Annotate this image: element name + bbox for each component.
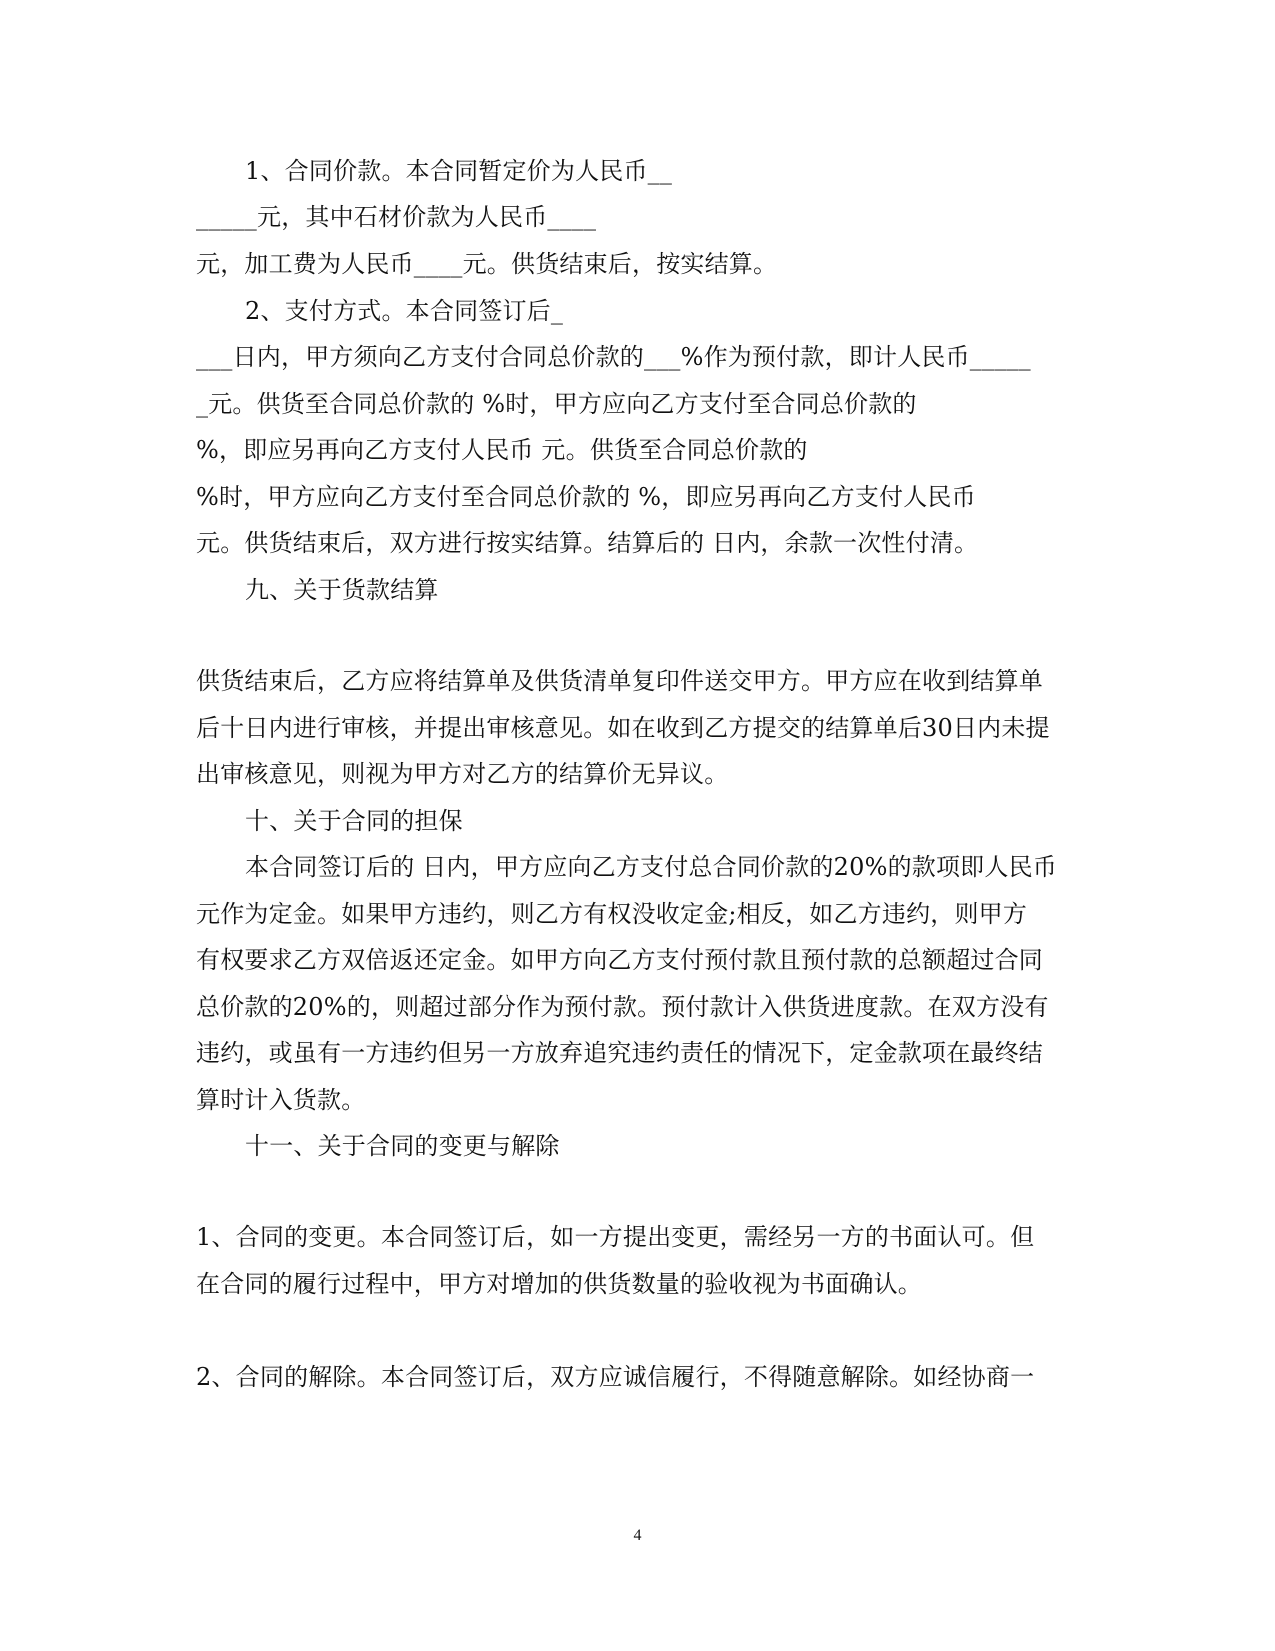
text-line: 供货结束后，乙方应将结算单及供货清单复印件送交甲方。甲方应在收到结算单 (196, 667, 1043, 695)
text-line: 2、合同的解除。本合同签订后，双方应诚信履行，不得随意解除。如经协商一 (196, 1363, 1035, 1391)
text-line: 1、合同的变更。本合同签订后，如一方提出变更，需经另一方的书面认可。但 (196, 1223, 1035, 1251)
section-heading: 十、关于合同的担保 (245, 807, 463, 835)
text-line: _元。供货至合同总价款的 %时，甲方应向乙方支付至合同总价款的 (196, 390, 917, 418)
text-line: 有权要求乙方双倍返还定金。如甲方向乙方支付预付款且预付款的总额超过合同 (196, 946, 1043, 974)
text-line: 元作为定金。如果甲方违约，则乙方有权没收定金;相反，如乙方违约，则甲方 (196, 900, 1028, 928)
text-line: 在合同的履行过程中，甲方对增加的供货数量的验收视为书面确认。 (196, 1270, 922, 1298)
text-line: 总价款的20%的，则超过部分作为预付款。预付款计入供货进度款。在双方没有 (196, 993, 1049, 1021)
text-line: ___日内，甲方须向乙方支付合同总价款的___%作为预付款，即计人民币_____ (196, 343, 1031, 371)
text-line: 后十日内进行审核，并提出审核意见。如在收到乙方提交的结算单后30日内未提 (196, 714, 1050, 742)
text-line: 元，加工费为人民币____元。供货结束后，按实结算。 (196, 250, 778, 278)
text-line: 1、合同价款。本合同暂定价为人民币__ (245, 157, 673, 185)
page-number: 4 (633, 1527, 642, 1544)
text-line: %，即应另再向乙方支付人民币 元。供货至合同总价款的 (196, 436, 808, 464)
text-line: 元。供货结束后，双方进行按实结算。结算后的 日内，余款一次性付清。 (196, 529, 979, 557)
text-line: 2、支付方式。本合同签订后_ (245, 297, 564, 325)
text-line: 算时计入货款。 (196, 1086, 366, 1114)
text-line: 出审核意见，则视为甲方对乙方的结算价无异议。 (196, 760, 729, 788)
section-heading: 十一、关于合同的变更与解除 (245, 1132, 560, 1160)
text-line: _____元，其中石材价款为人民币____ (196, 203, 597, 231)
text-line: 违约，或虽有一方违约但另一方放弃追究违约责任的情况下，定金款项在最终结 (196, 1039, 1043, 1067)
text-line: 本合同签订后的 日内，甲方应向乙方支付总合同价款的20%的款项即人民币 (245, 853, 1057, 881)
text-line: %时，甲方应向乙方支付至合同总价款的 %，即应另再向乙方支付人民币 (196, 483, 976, 511)
section-heading: 九、关于货款结算 (245, 576, 439, 604)
